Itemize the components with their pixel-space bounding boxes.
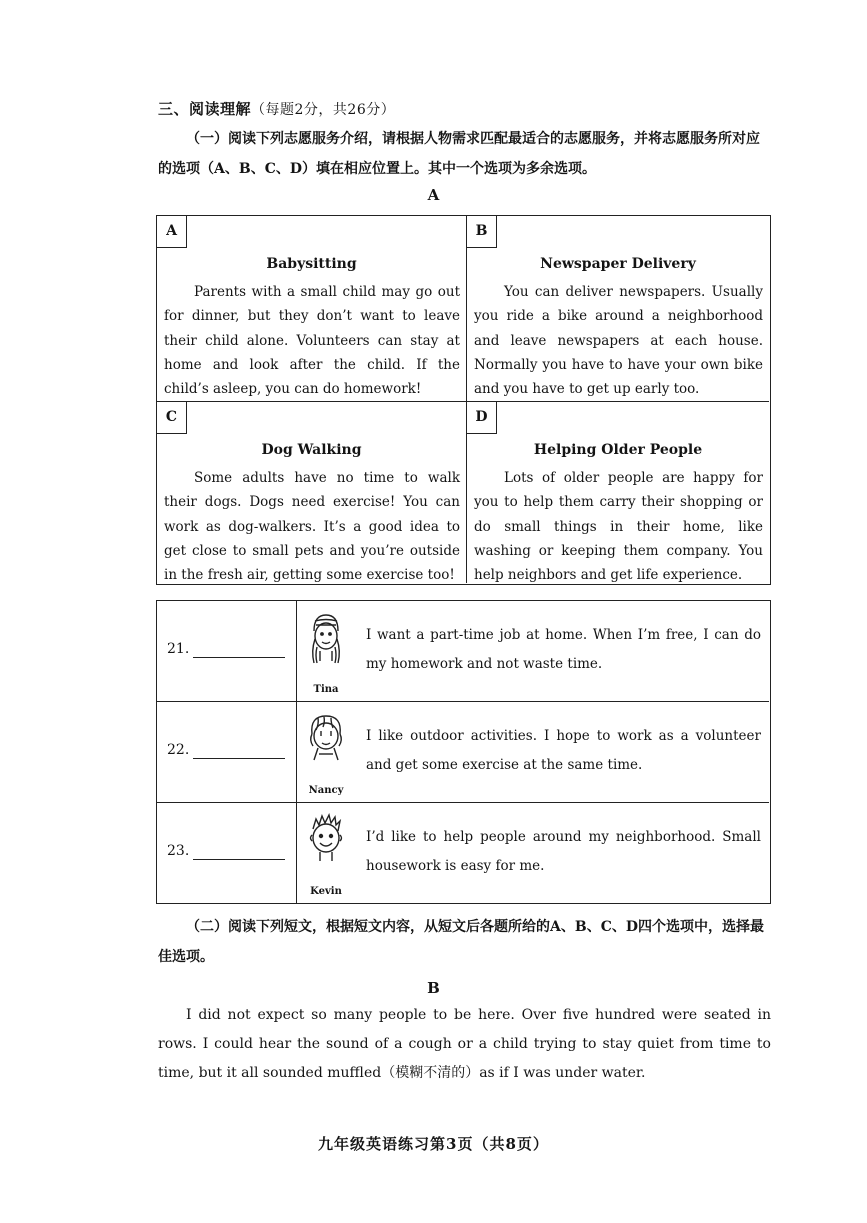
people-matching-table [156,600,771,904]
section-title-text: 三、阅读理解 [158,100,252,118]
answer-cell [157,702,297,802]
answer-cell [157,601,297,701]
question-row-21 [157,601,769,702]
person-name: Kevin [310,886,342,897]
person-portrait [299,710,353,796]
person-name: Nancy [308,785,344,796]
option-description: Lots of older people are happy for you to help them carry their shopping or do small things in their home, like washing or keeping them company. You help neighbors and get life experience. [474,470,763,584]
answer-cell [157,803,297,904]
service-options-table [156,215,771,585]
question-number: 22. [167,742,190,758]
answer-blank[interactable] [193,859,285,860]
option-description: Some adults have no time to walk their dogs. Dogs need exercise! You can work as dog-walkers. It’s a good idea to get close to small pets and you’re outside in the fresh air, getting some exercise too! [164,470,460,584]
question-row-23 [157,803,769,904]
service-option-b [467,216,769,402]
passage-b-text: I did not expect so many people to be here. Over five hundred were seated in rows. I could hear the sound of a cough or a child trying to stay quiet from time to time, but it all sounded muffled（模糊不清的）as if I was under water. [158,1007,771,1081]
page-footer: 九年级英语练习第3页（共8页） [318,1135,549,1153]
boy-icon [306,811,346,877]
question-number: 21. [167,641,190,657]
person-need: I like outdoor activities. I hope to work as a volunteer and get some exercise at the same time. [366,728,761,773]
option-title: Newspaper Delivery [540,256,696,272]
passage-b-label: B [427,979,440,997]
section-title [158,98,395,119]
option-title: Babysitting [266,256,357,272]
option-description: You can deliver newspapers. Usually you ride a bike around a neighborhood and leave newspapers at each house. Normally you have to have your own bike and you have to get up early too. [474,284,763,398]
option-letter: C [157,402,187,434]
option-letter: B [467,216,497,248]
passage-a-label: A [427,186,440,204]
person-name: Tina [313,684,339,695]
service-option-a [157,216,467,402]
answer-blank[interactable] [193,758,285,759]
service-option-d [467,402,769,583]
option-title: Dog Walking [261,442,362,458]
service-option-c [157,402,467,583]
question-row-22 [157,702,769,803]
person-portrait [299,609,353,695]
person-portrait [299,811,353,897]
option-letter: D [467,402,497,434]
option-title: Helping Older People [533,442,703,458]
part1-instruction: （一）阅读下列志愿服务介绍，请根据人物需求匹配最适合的志愿服务，并将志愿服务所对应的选项（A、B、C、D）填在相应位置上。其中一个选项为多余选项。 [158,131,760,177]
answer-blank[interactable] [193,657,285,658]
girl-icon [306,609,346,675]
person-need: I’d like to help people around my neighborhood. Small housework is easy for me. [366,829,761,874]
girl-icon [306,710,346,776]
person-need: I want a part-time job at home. When I’m free, I can do my homework and not waste time. [366,627,761,672]
option-letter: A [157,216,187,248]
section-score-note: （每题2分，共26分） [251,102,396,118]
option-description: Parents with a small child may go out for dinner, but they don’t want to leave their child alone. Volunteers can stay at home and look after the child. If the child’s asleep, you can do homework! [164,284,460,398]
question-number: 23. [167,843,190,859]
part2-instruction: （二）阅读下列短文，根据短文内容，从短文后各题所给的A、B、C、D四个选项中，选择最佳选项。 [158,919,764,965]
